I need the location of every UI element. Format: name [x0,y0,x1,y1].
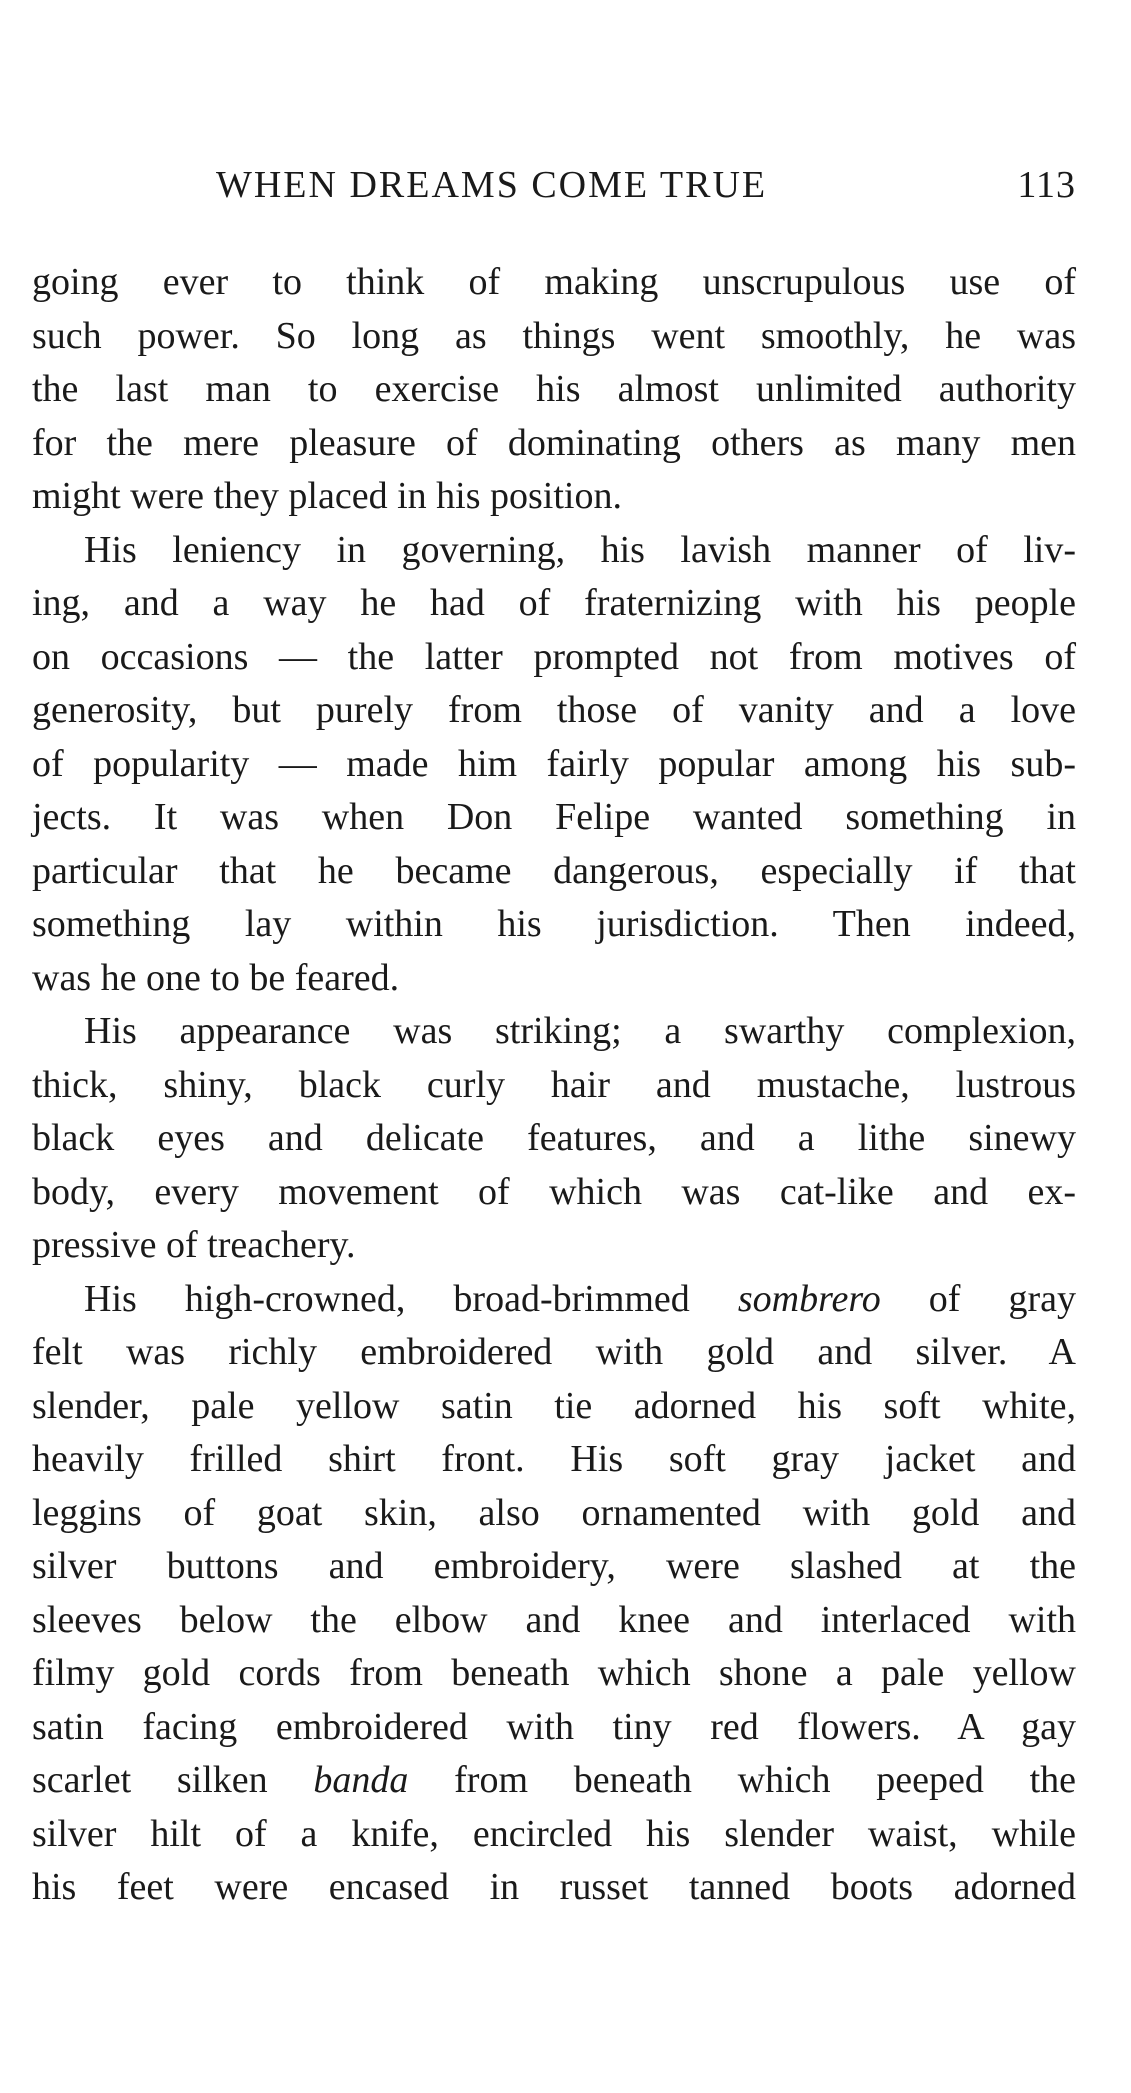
italic-word: sombrero [737,1277,881,1320]
text-line: jects. It was when Don Felipe wanted something in [32,796,1076,838]
text-fragment: scarlet silken [32,1759,268,1801]
text-line: was he one to be feared. [32,956,400,999]
body-text [32,256,1076,1915]
text-line: thick, shiny, black curly hair and mustache, lustrous [32,1063,1076,1106]
text-line: silver hilt of a knife, encircled his slender waist, while [32,1812,1076,1855]
text-line: ing, and a way he had of fraternizing with his people [32,582,1076,624]
text-line [32,1754,1076,1808]
text-line: going ever to think of making unscrupulous use of [32,261,1076,303]
text-line: for the mere pleasure of dominating others as many men [32,421,1076,464]
page-header [216,160,1076,210]
text-line: the last man to exercise his almost unlimited authority [32,368,1076,410]
paragraph-1 [32,256,1076,524]
text-line: generosity, but purely from those of vanity and a love [32,689,1076,731]
text-line: felt was richly embroidered with gold and silver. A [32,1331,1076,1373]
text-line: His appearance was striking; a swarthy complexion, [84,1010,1076,1052]
text-line: heavily frilled shirt front. His soft gray jacket and [32,1438,1076,1480]
text-line: His leniency in governing, his lavish manner of liv- [84,528,1076,571]
text-line: something lay within his jurisdiction. Then indeed, [32,903,1076,945]
text-line: of popularity — made him fairly popular among his sub- [32,742,1076,785]
text-line: particular that he became dangerous, especially if that [32,849,1076,892]
text-fragment: from beneath which peeped the [454,1759,1076,1801]
page-number: 113 [1017,164,1076,206]
italic-word: banda [313,1759,409,1801]
text-line: his feet were encased in russet tanned boots adorned [32,1866,1076,1908]
text-line: slender, pale yellow satin tie adorned his soft white, [32,1384,1076,1427]
text-line: filmy gold cords from beneath which shone a pale yellow [32,1652,1076,1694]
text-line [32,1273,1076,1327]
paragraph-4 [32,1273,1076,1915]
paragraph-3 [32,1005,1076,1273]
text-fragment: of gray [928,1277,1077,1320]
paragraph-2 [32,524,1076,1006]
text-line: leggins of goat skin, also ornamented with gold and [32,1491,1076,1534]
text-line: sleeves below the elbow and knee and interlaced with [32,1598,1076,1641]
text-line: silver buttons and embroidery, were slashed at the [32,1545,1076,1587]
text-line: pressive of treachery. [32,1224,356,1266]
text-fragment: His high-crowned, broad-brimmed [84,1277,690,1320]
text-line: black eyes and delicate features, and a lithe sinewy [32,1117,1076,1159]
text-line: on occasions — the latter prompted not from motives of [32,635,1076,678]
running-title: WHEN DREAMS COME TRUE [216,164,768,206]
text-line: such power. So long as things went smoothly, he was [32,314,1076,357]
text-line: body, every movement of which was cat-like and ex- [32,1170,1076,1213]
text-line: satin facing embroidered with tiny red flowers. A gay [32,1705,1076,1748]
text-line: might were they placed in his position. [32,475,622,517]
